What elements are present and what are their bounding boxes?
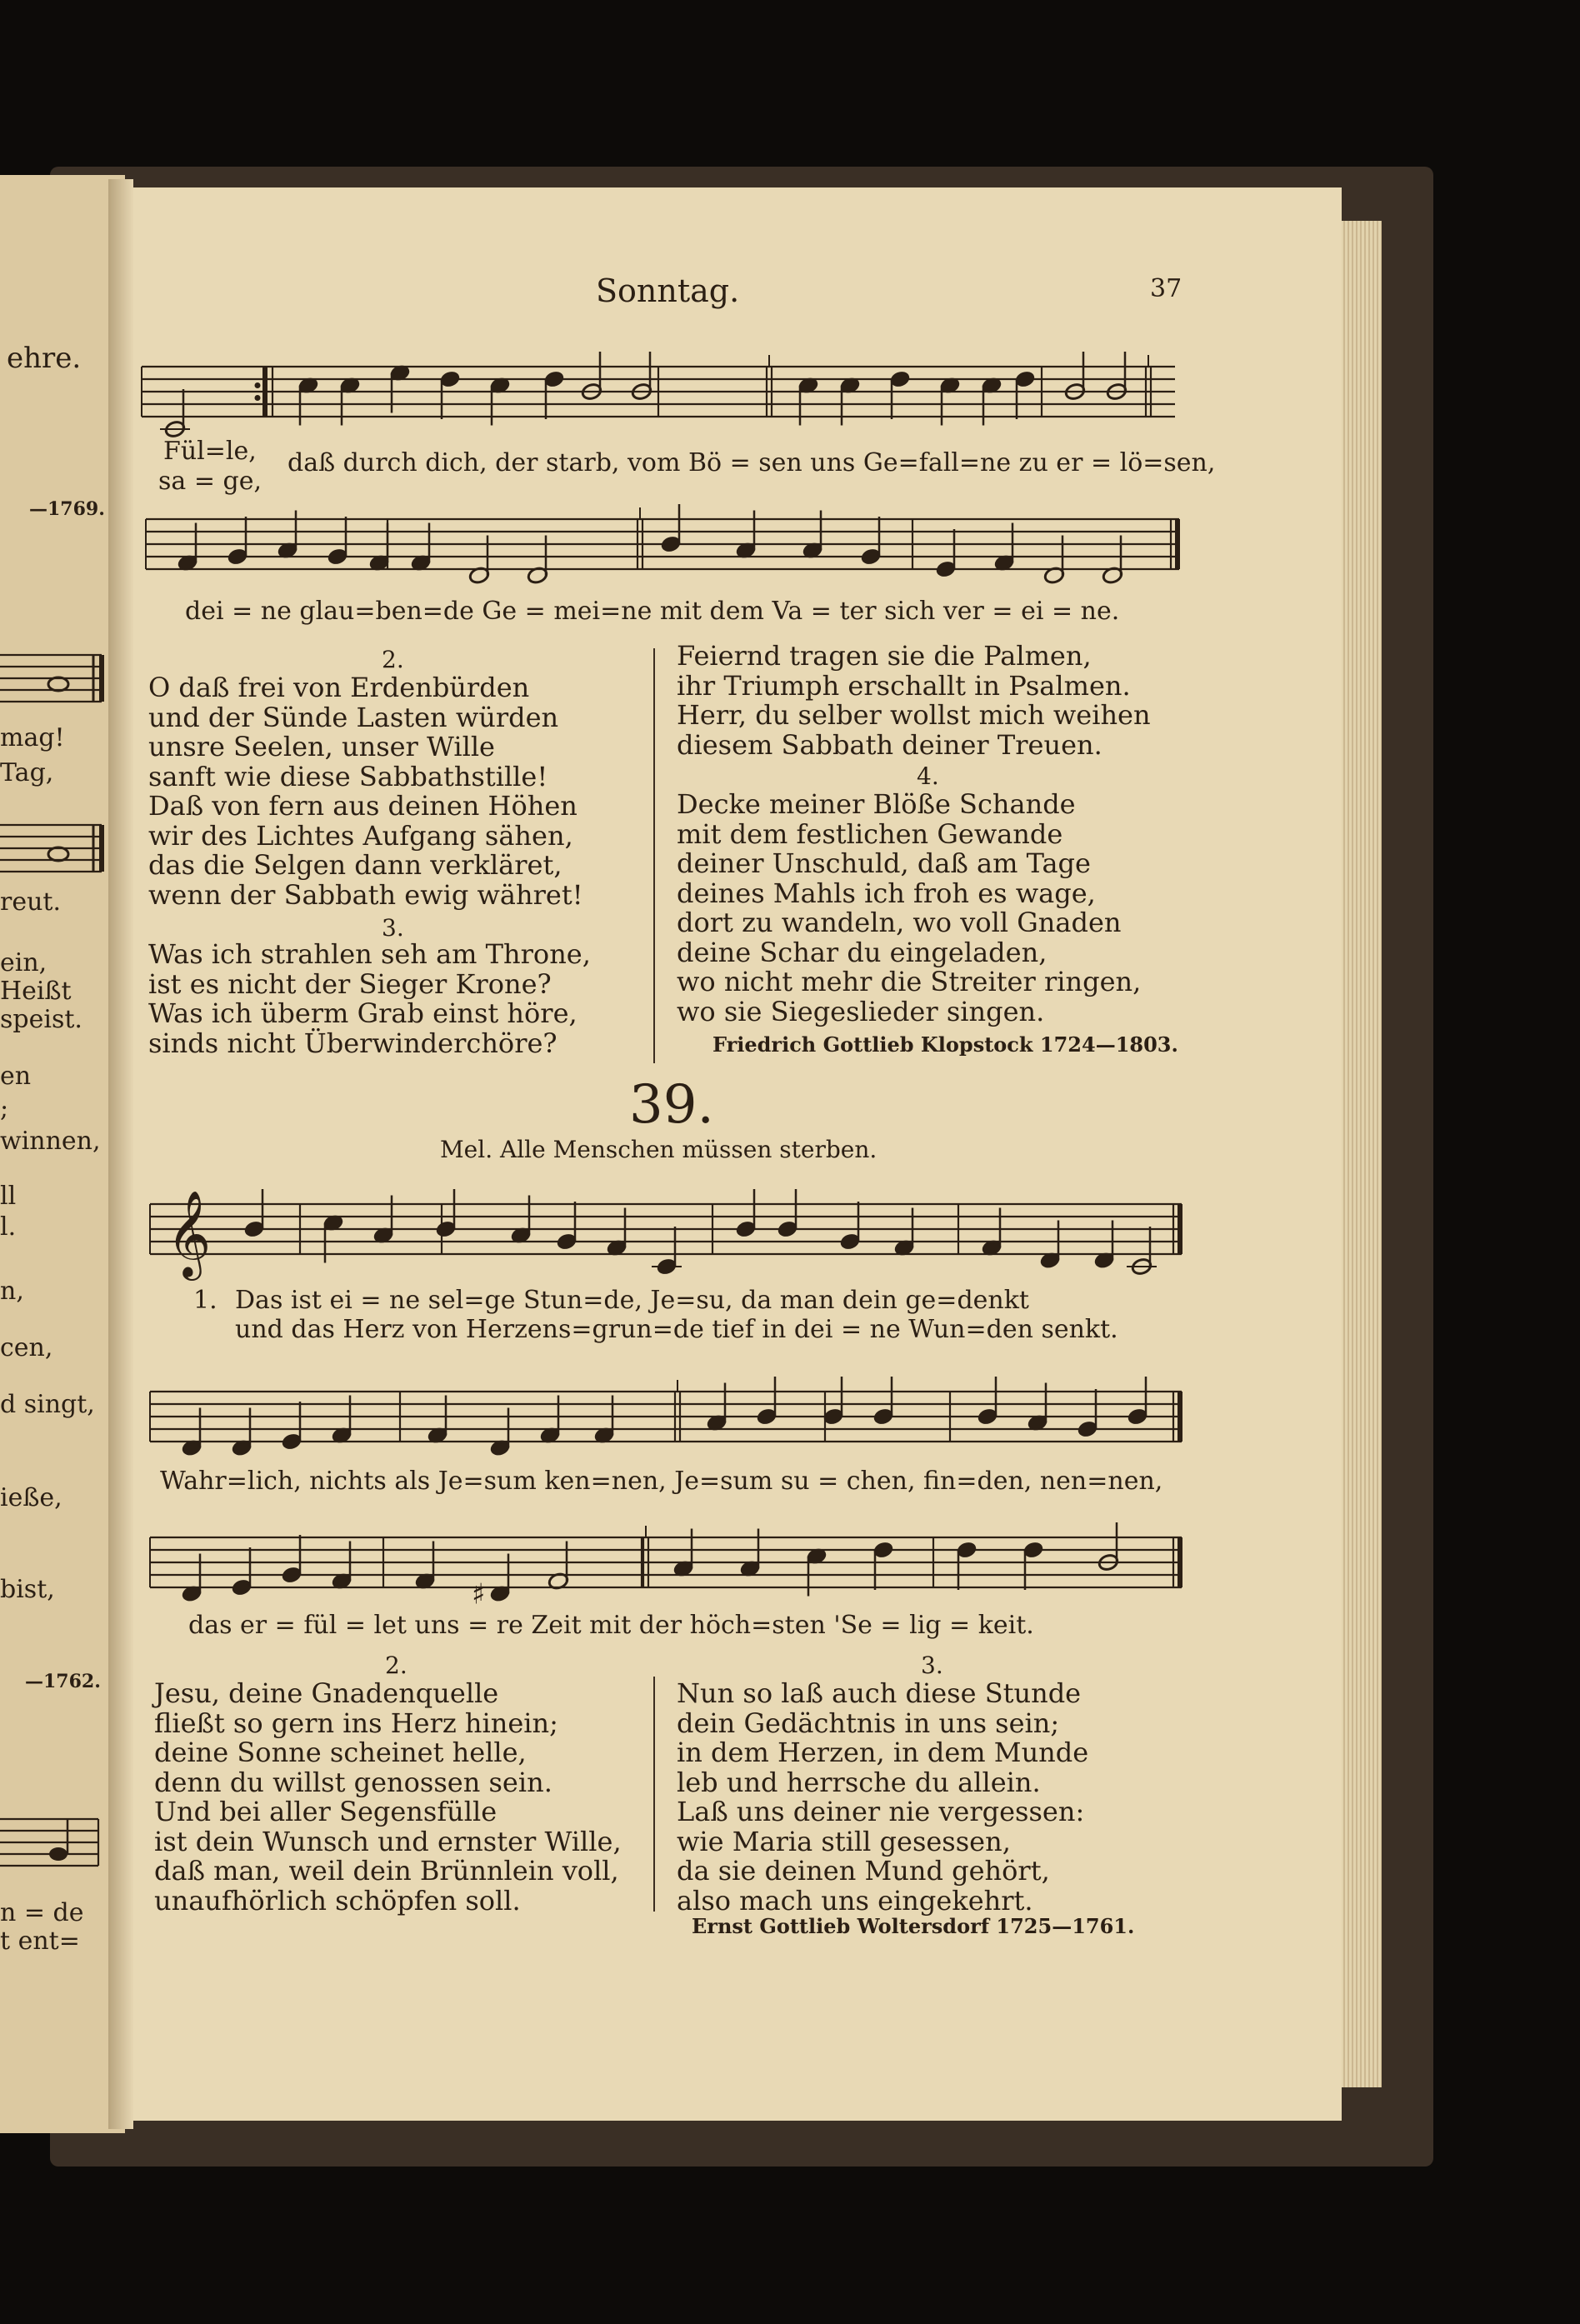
music-staff: [150, 1512, 1183, 1612]
verse-line: wo nicht mehr die Streiter ringen,: [677, 966, 1142, 997]
sharp-sign: ♯: [472, 1577, 486, 1612]
repeat-dot: [255, 395, 261, 401]
verse-2: [154, 1679, 622, 1916]
verse-line: ist es nicht der Sieger Krone?: [148, 967, 552, 1000]
fragment: ehre.: [7, 342, 82, 375]
verse-line: Nun so laß auch diese Stunde: [677, 1677, 1082, 1709]
fragment: ll: [0, 1182, 17, 1211]
verse-label: 1.: [193, 1286, 218, 1315]
verse-line: in dem Herzen, in dem Munde: [677, 1737, 1089, 1768]
lyric-syllable: sa = ge,: [158, 467, 262, 496]
verse-3-continued: [677, 642, 1151, 760]
fragment: d singt,: [0, 1390, 95, 1419]
verse-line: Was ich überm Grab einst höre,: [148, 997, 578, 1029]
music-staff: [150, 1367, 1183, 1467]
verse-line: fließt so gern ins Herz hinein;: [154, 1707, 558, 1739]
column-divider: [653, 1677, 655, 1912]
fragment: Heißt: [0, 977, 72, 1006]
fragment: winnen,: [0, 1127, 101, 1156]
fragment: cen,: [0, 1333, 53, 1362]
lyrics-line: das er = fül = let uns = re Zeit mit der höch=sten 'Se = lig = keit.: [188, 1611, 1034, 1640]
book-gutter: [108, 179, 133, 2129]
fragment: Tag,: [0, 758, 54, 787]
lyrics-line: Das ist ei = ne sel=ge Stun=de, Je=su, da man dein ge=denkt: [235, 1286, 1029, 1315]
verse-line: Jesu, deine Gnadenquelle: [154, 1677, 499, 1709]
verse-line: deines Mahls ich froh es wage,: [677, 877, 1096, 909]
verse-line: deine Sonne scheinet helle,: [154, 1737, 527, 1768]
verse-number: 4.: [917, 762, 939, 790]
repeat-dot: [255, 382, 261, 388]
fragment: speist.: [0, 1005, 82, 1034]
verse-line: mit dem festlichen Gewande: [677, 817, 1063, 850]
column-divider: [653, 648, 655, 1063]
verse-line: denn du willst genossen sein.: [154, 1766, 552, 1798]
verse-line: diesem Sabbath deiner Treuen.: [677, 728, 1102, 761]
verse-line: daß man, weil dein Brünnlein voll,: [154, 1855, 619, 1887]
verse-number: 3.: [921, 1652, 943, 1679]
verse-line: wir des Lichtes Aufgang sähen,: [148, 819, 573, 852]
verse-line: wo sie Siegeslieder singen.: [677, 995, 1045, 1027]
melody-line: Mel. Alle Menschen müssen sterben.: [440, 1136, 878, 1163]
running-header: Sonntag.: [596, 272, 740, 309]
music-staff: [150, 1179, 1183, 1279]
prev-staff-fragment: [0, 1812, 107, 1879]
verse-line: das die Selgen dann verkläret,: [148, 849, 562, 881]
verse-line: Herr, du selber wollst mich weihen: [677, 699, 1151, 731]
fragment: n,: [0, 1277, 24, 1306]
verse-line: unaufhörlich schöpfen soll.: [154, 1884, 521, 1917]
lyrics-line: Wahr=lich, nichts als Je=sum ken=nen, Je=sum su = chen, fin=den, nen=nen,: [160, 1467, 1163, 1496]
verse-line: dein Gedächtnis in uns sein;: [677, 1707, 1060, 1739]
fragment: —1762.: [25, 1671, 101, 1692]
verse-line: O daß frei von Erdenbürden: [148, 672, 530, 703]
verse-line: und der Sünde Lasten würden: [148, 701, 559, 733]
lyrics-line: dei = ne glau=ben=de Ge = mei=ne mit dem Va = ter sich ver = ei = ne.: [185, 597, 1120, 626]
fragment: mag!: [0, 723, 65, 752]
music-staff: [146, 507, 1179, 590]
lyrics-line: und das Herz von Herzens=grun=de tief in dei = ne Wun=den senkt.: [235, 1315, 1118, 1344]
hymn-number: 39.: [629, 1074, 714, 1136]
verse-number: 3.: [382, 914, 404, 942]
fragment: n = de: [0, 1898, 84, 1927]
verse-line: wenn der Sabbath ewig währet!: [148, 878, 583, 911]
verse-line: Daß von fern aus deinen Höhen: [148, 790, 578, 822]
verse-2: [148, 673, 583, 910]
lyric-syllable: Fül=le,: [163, 437, 257, 466]
verse-4: [677, 790, 1141, 1027]
verse-line: sinds nicht Überwinderchöre?: [148, 1027, 558, 1059]
fragment: bist,: [0, 1575, 55, 1604]
verse-line: sanft wie diese Sabbathstille!: [148, 760, 548, 792]
verse-3: [677, 1679, 1088, 1916]
verse-number: 2.: [385, 1652, 408, 1679]
verse-line: Und bei aller Segensfülle: [154, 1796, 498, 1827]
fragment: —1769.: [29, 498, 105, 520]
verse-line: dort zu wandeln, wo voll Gnaden: [677, 907, 1122, 938]
author-credit: Ernst Gottlieb Woltersdorf 1725—1761.: [692, 1914, 1135, 1938]
page-number: 37: [1150, 274, 1182, 303]
verse-line: Decke meiner Blöße Schande: [677, 788, 1076, 820]
page-edges: [1335, 221, 1382, 2087]
verse-line: leb und herrsche du allein.: [677, 1766, 1041, 1798]
verse-line: deine Schar du eingeladen,: [677, 936, 1048, 968]
verse-line: Was ich strahlen seh am Throne,: [148, 938, 591, 970]
prev-staff-fragment: [0, 818, 107, 885]
verse-line: also mach uns eingekehrt.: [677, 1884, 1033, 1917]
fragment: ieße,: [0, 1483, 62, 1512]
verse-line: da sie deinen Mund gehört,: [677, 1855, 1050, 1887]
verse-line: unsre Seelen, unser Wille: [148, 731, 495, 762]
fragment: ;: [0, 1094, 9, 1123]
verse-line: ist dein Wunsch und ernster Wille,: [154, 1825, 622, 1857]
fragment: l.: [0, 1212, 17, 1242]
lyrics-line: daß durch dich, der starb, vom Bö = sen uns Ge=fall=ne zu er = lö=sen,: [288, 448, 1216, 477]
verse-line: ihr Triumph erschallt in Psalmen.: [677, 669, 1131, 702]
fragment: t ent=: [0, 1927, 80, 1956]
fragment: ein,: [0, 948, 48, 977]
prev-staff-fragment: [0, 648, 107, 715]
fragment: reut.: [0, 887, 62, 917]
verse-line: Laß uns deiner nie vergessen:: [677, 1796, 1085, 1827]
verse-line: deiner Unschuld, daß am Tage: [677, 847, 1091, 879]
verse-line: Feiernd tragen sie die Palmen,: [677, 640, 1092, 672]
verse-number: 2.: [382, 646, 404, 673]
fragment: en: [0, 1062, 32, 1091]
treble-clef-icon: 𝄞: [167, 1190, 212, 1277]
verse-3: [148, 940, 591, 1058]
author-credit: Friedrich Gottlieb Klopstock 1724—1803.: [712, 1032, 1178, 1057]
verse-line: wie Maria still gesessen,: [677, 1825, 1011, 1857]
music-staff: [142, 354, 1179, 437]
